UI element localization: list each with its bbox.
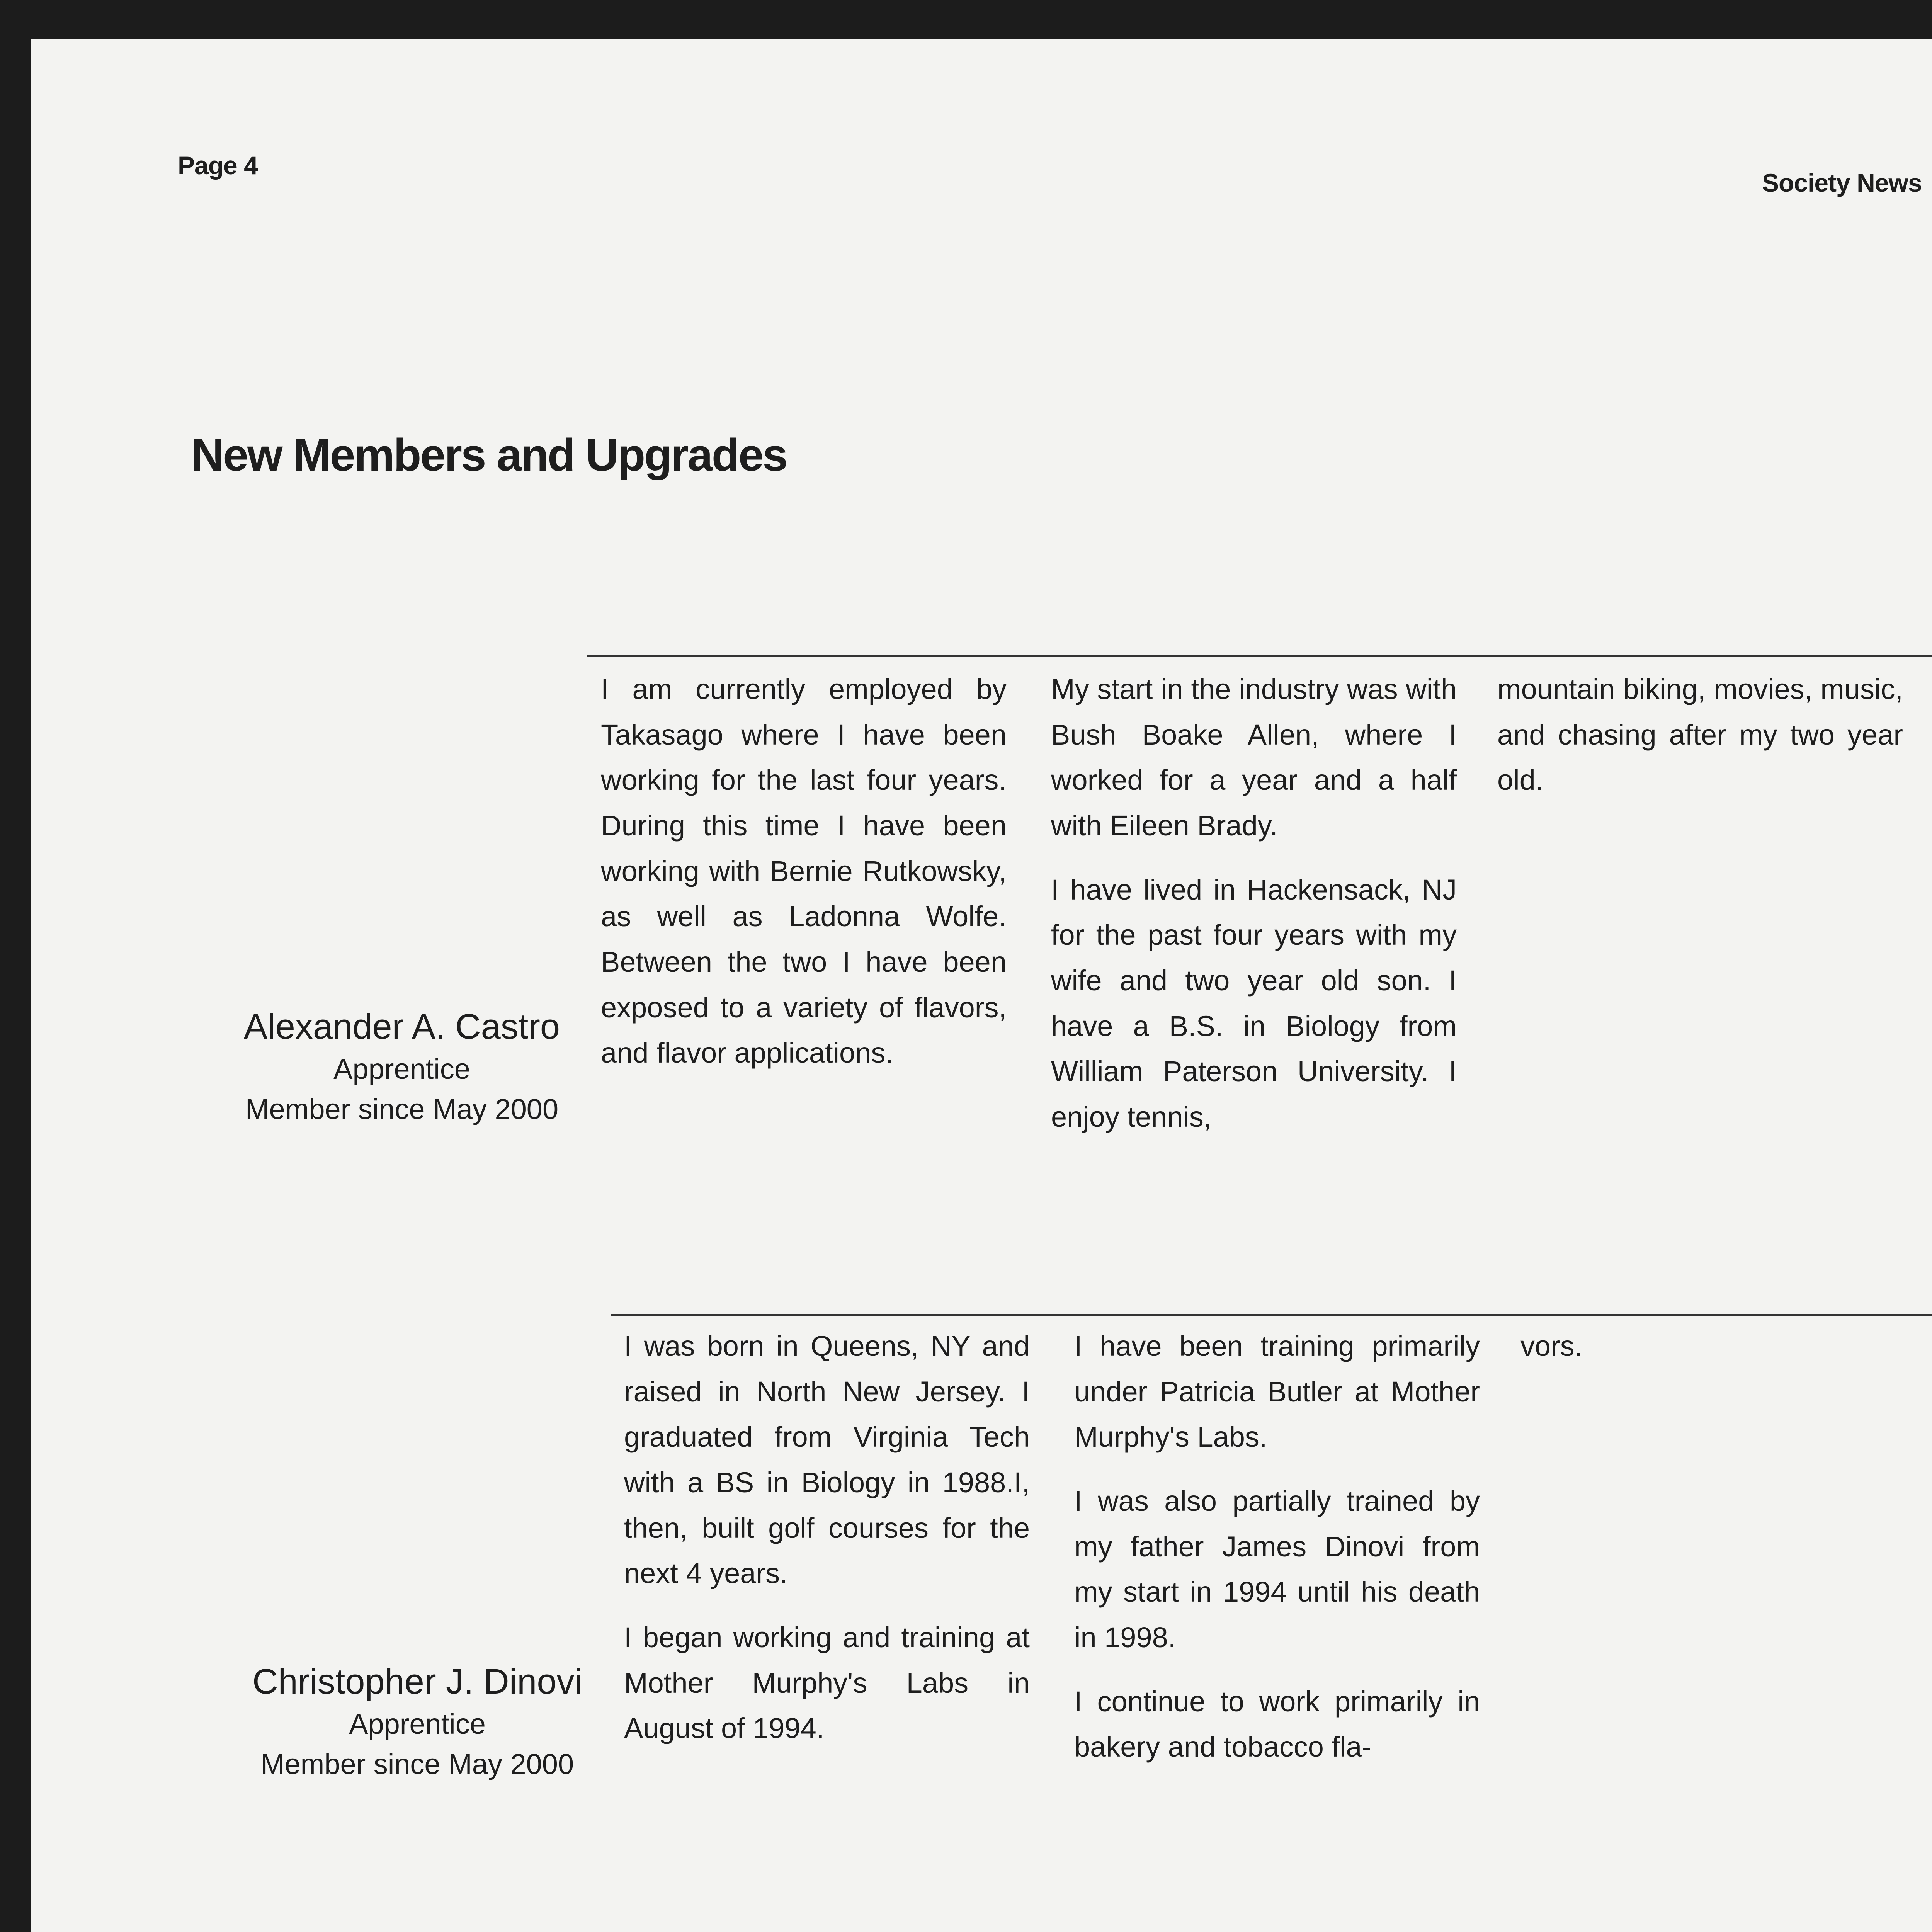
member-card xyxy=(185,1005,618,1129)
member-text-column xyxy=(624,1323,1030,1770)
member-level: Apprentice xyxy=(333,1053,470,1085)
paragraph: I was also partially trained by my father James Dinovi from my start in 1994 until his death in 1998. xyxy=(1074,1485,1480,1653)
member-since: Member since May 2000 xyxy=(245,1093,559,1125)
paragraph: My start in the industry was with Bush Boake Allen, where I worked for a year and a half with Eileen Brady. xyxy=(1051,673,1457,842)
paragraph: I began working and training at Mother Murphy's Labs in August of 1994. xyxy=(624,1621,1030,1745)
member-text-column xyxy=(1051,667,1457,1158)
paragraph: vors. xyxy=(1520,1330,1583,1362)
member-name: Alexander A. Castro xyxy=(243,1007,560,1046)
paragraph: I was born in Queens, NY and raised in North New Jersey. I graduated from Virginia Tech with a BS in Biology in 1988.I, then, built golf courses for the next 4 years. xyxy=(624,1330,1030,1590)
page-number: Page 4 xyxy=(178,151,258,180)
member-text-column xyxy=(1074,1323,1480,1788)
publication-name: Society News xyxy=(1762,168,1922,197)
member-name: Christopher J. Dinovi xyxy=(252,1662,582,1701)
member-text-column xyxy=(1497,667,1903,821)
member-level: Apprentice xyxy=(349,1708,486,1740)
paragraph: mountain biking, movies, music, and chasing after my two year old. xyxy=(1497,673,1903,796)
divider-rule xyxy=(587,655,1932,657)
divider-rule xyxy=(611,1314,1932,1316)
paragraph: I continue to work primarily in bakery and tobacco fla- xyxy=(1074,1685,1480,1763)
member-text-column xyxy=(601,667,1007,1094)
paragraph: I have been training primarily under Patricia Butler at Mother Murphy's Labs. xyxy=(1074,1330,1480,1453)
member-text-column xyxy=(1520,1323,1926,1388)
newsletter-page xyxy=(31,39,1932,1932)
paragraph: I am currently employed by Takasago where I have been working for the last four years. During this time I have been working with Bernie Rutkowsky, as well as Ladonna Wolfe. Between the two I have been exposed to a variety of flavors, and flavor applications. xyxy=(601,673,1007,1069)
paragraph: I have lived in Hackensack, NJ for the past four years with my wife and two year old son. I have a B.S. in Biology from William Paterson University. I enjoy tennis, xyxy=(1051,873,1457,1133)
section-title: New Members and Upgrades xyxy=(191,430,787,481)
member-since: Member since May 2000 xyxy=(260,1748,574,1780)
member-card xyxy=(201,1660,634,1784)
